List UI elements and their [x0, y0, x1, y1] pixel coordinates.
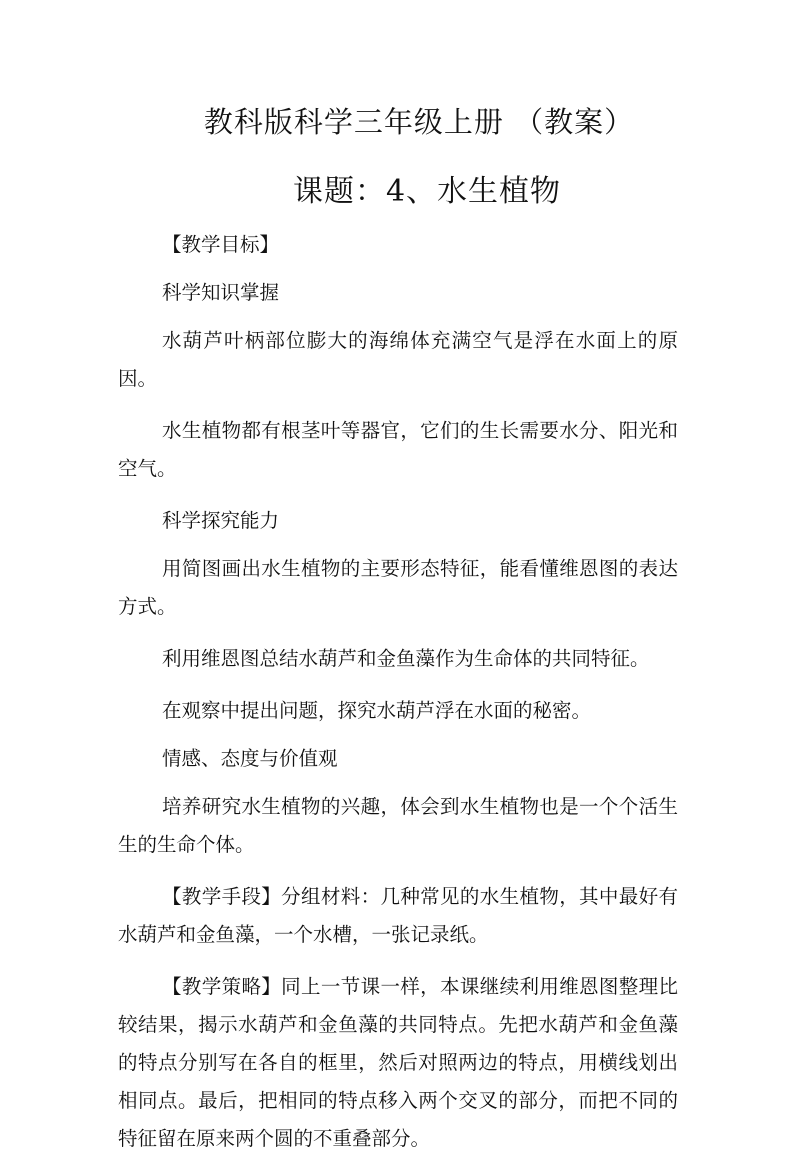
paragraph: 培养研究水生植物的兴趣，体会到水生植物也是一个个活生生的生命个体。	[118, 795, 678, 856]
section-heading-teaching-goals: 【教学目标】	[162, 233, 280, 256]
lesson-subtitle: 课题：4、水生植物	[292, 174, 562, 209]
document-title: 教科版科学三年级上册 （教案）	[203, 105, 635, 139]
paragraph: 用简图画出水生植物的主要形态特征，能看懂维恩图的表达方式。	[118, 557, 678, 618]
paragraph: 水葫芦叶柄部位膨大的海绵体充满空气是浮在水面上的原因。	[118, 329, 678, 390]
paragraph: 在观察中提出问题，探究水葫芦浮在水面的秘密。	[162, 699, 592, 722]
paragraph: 水生植物都有根茎叶等器官，它们的生长需要水分、阳光和空气。	[118, 419, 678, 480]
paragraph-teaching-means: 【教学手段】分组材料：几种常见的水生植物，其中最好有水葫芦和金鱼藻，一个水槽，一张记录纸。	[118, 885, 678, 946]
document-body	[118, 226, 678, 1172]
paragraph-teaching-strategy: 【教学策略】同上一节课一样，本课继续利用维恩图整理比较结果，揭示水葫芦和金鱼藻的共同特点。先把水葫芦和金鱼藻的特点分别写在各自的框里，然后对照两边的特点，用横线划出相同点。最后，把相同的特点移入两个交叉的部分，而把不同的特征留在原来两个圆的不重叠部分。	[118, 975, 678, 1150]
subheading-attitude: 情感、态度与价值观	[162, 747, 338, 770]
subheading-inquiry: 科学探究能力	[162, 509, 280, 532]
subheading-knowledge: 科学知识掌握	[162, 281, 280, 304]
paragraph: 利用维恩图总结水葫芦和金鱼藻作为生命体的共同特征。	[162, 647, 650, 670]
